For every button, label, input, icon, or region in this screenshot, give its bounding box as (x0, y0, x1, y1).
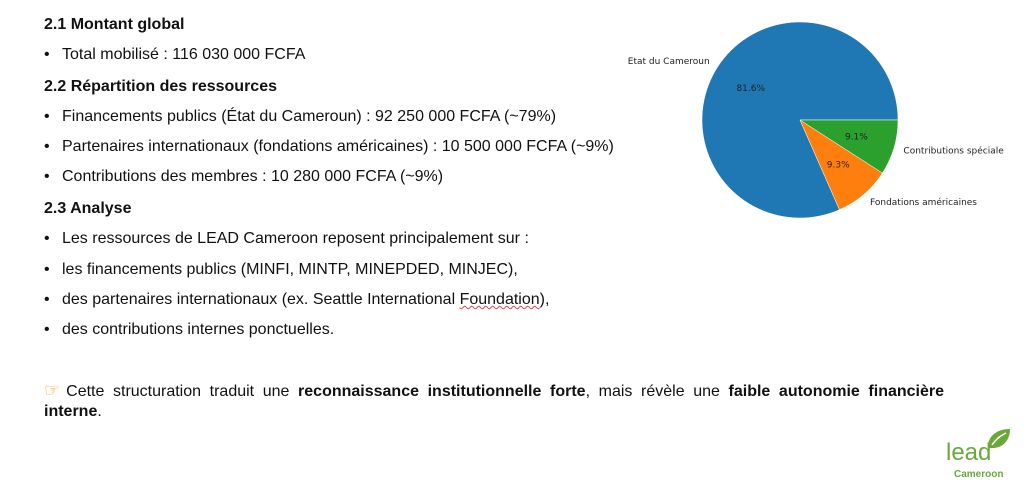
bullet-text: Les ressources de LEAD Cameroon reposent principalement sur : (62, 230, 529, 247)
bullet-analyse-internes (44, 321, 334, 339)
pie-percent-label: 9.1% (844, 132, 868, 143)
bullet-partenaires (44, 138, 614, 156)
pie-category-label: Fondations américaines (870, 197, 978, 208)
bullet-dot: • (44, 321, 50, 338)
bullet-dot: • (44, 138, 50, 155)
bullet-text: Total mobilisé : 116 030 000 FCFA (62, 46, 306, 63)
bullet-text: Contributions des membres : 10 280 000 FCFA (~9%) (62, 168, 444, 185)
bullet-dot: • (44, 291, 50, 308)
bullet-contributions (44, 168, 443, 186)
pie-category-label: Contributions spéciale (903, 146, 1004, 157)
conclusion-bold-2: faible autonomie financière interne (44, 383, 945, 420)
pie-percent-label: 9.3% (826, 160, 850, 171)
bullet-text: les financements publics (MINFI, MINTP, MINEPDED, MINJEC), (62, 261, 518, 278)
section-title-repartition: 2.2 Répartition des ressources (44, 78, 277, 95)
bullet-dot: • (44, 230, 50, 247)
bullet-text-end: ), (539, 291, 550, 308)
bullet-dot: • (44, 261, 50, 278)
bullet-financements-publics (44, 108, 556, 126)
pie-percent-label: 81.6% (736, 83, 766, 94)
bullet-analyse-partenaires (44, 291, 549, 309)
logo-subtext: Cameroon (954, 469, 1004, 480)
bullet-text: Partenaires internationaux (fondations américaines) : 10 500 000 FCFA (~9%) (62, 138, 614, 155)
section-title-analyse: 2.3 Analyse (44, 200, 132, 217)
pointing-hand-icon: ☞ (44, 380, 61, 400)
lead-cameroon-logo (940, 425, 1015, 485)
bullet-analyse-intro (44, 230, 529, 248)
bullet-dot: • (44, 46, 50, 63)
bullet-dot: • (44, 108, 50, 125)
bullet-text: des contributions internes ponctuelles. (62, 321, 335, 338)
conclusion-paragraph (44, 380, 944, 422)
section-title-montant: 2.1 Montant global (44, 16, 185, 33)
bullet-analyse-publics (44, 261, 518, 279)
pie-category-label: Etat du Cameroun (627, 57, 710, 68)
conclusion-bold-1: reconnaissance institutionnelle forte (298, 383, 586, 400)
pie-chart (590, 0, 1020, 230)
bullet-text: des partenaires internationaux (ex. Seattle International (62, 291, 460, 308)
spellcheck-word: Foundation (459, 291, 540, 308)
conclusion-text-2: , mais révèle une (585, 383, 729, 400)
logo-text: lead (946, 439, 992, 466)
bullet-text: Financements publics (État du Cameroun) : 92 250 000 FCFA (~79%) (62, 108, 557, 125)
conclusion-text-1: Cette structuration traduit une (66, 383, 299, 400)
conclusion-text-3: . (97, 403, 102, 420)
bullet-total (44, 46, 305, 64)
bullet-dot: • (44, 168, 50, 185)
